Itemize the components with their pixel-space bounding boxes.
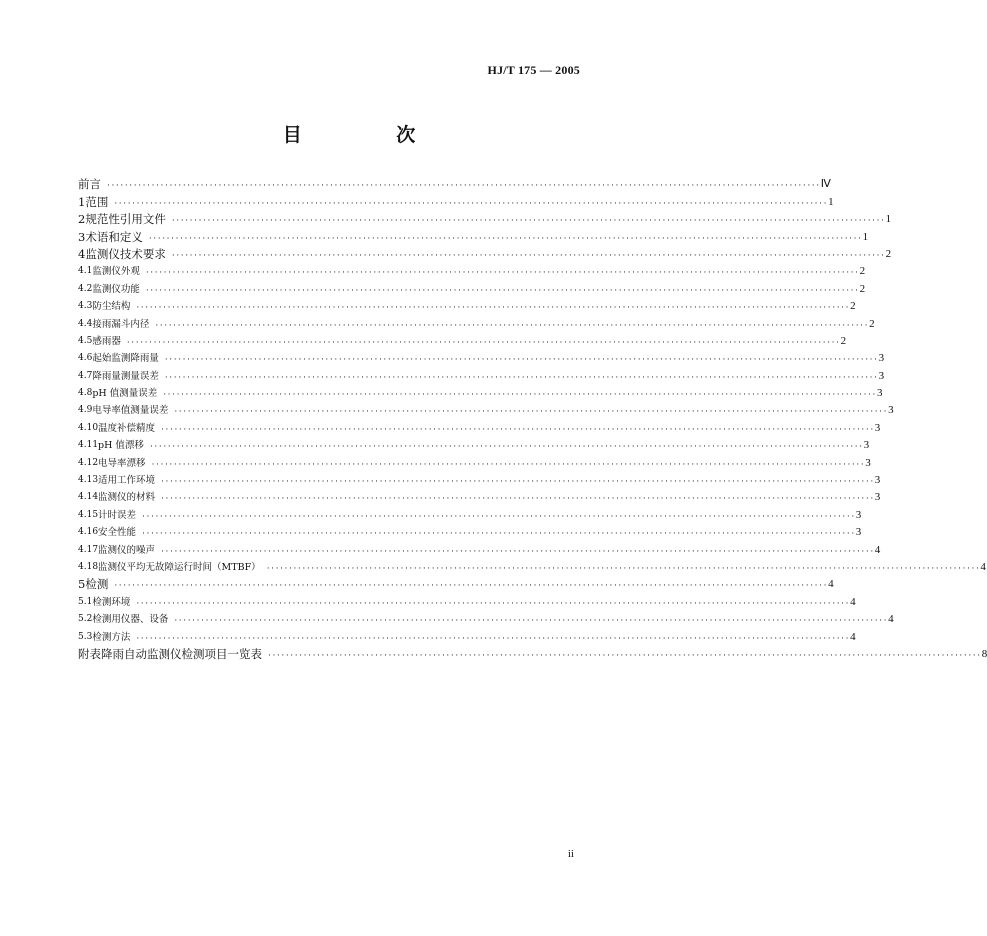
toc-entry[interactable] bbox=[78, 176, 831, 193]
toc-entry-label: 监测仪的材料 bbox=[98, 492, 156, 504]
dot-leader: ································································································································································ bbox=[174, 407, 889, 418]
toc-entry-label: 安全性能 bbox=[98, 527, 137, 539]
toc-entry-number: 4.6 bbox=[78, 353, 93, 364]
toc-entry-number: 4.9 bbox=[78, 405, 93, 416]
toc-entry-number: 3 bbox=[78, 229, 86, 244]
toc-entry[interactable] bbox=[78, 402, 894, 419]
toc-entry-label: 降雨自动监测仪检测项目一览表 bbox=[101, 646, 262, 661]
toc-entry-number: 5.1 bbox=[78, 596, 93, 607]
toc-entry[interactable] bbox=[78, 506, 862, 523]
toc-entry[interactable] bbox=[78, 246, 892, 263]
dot-leader: ································································································································································ bbox=[266, 563, 981, 574]
toc-entry[interactable] bbox=[78, 228, 869, 245]
toc-entry-page: 3 bbox=[855, 508, 862, 521]
toc-entry-number: 5.3 bbox=[78, 631, 93, 642]
toc-entry[interactable] bbox=[78, 628, 856, 645]
toc-entry-label: 监测仪的噪声 bbox=[98, 544, 156, 556]
toc-entry[interactable] bbox=[78, 611, 894, 628]
toc-entry-page: 1 bbox=[885, 213, 892, 226]
toc-entry[interactable] bbox=[78, 472, 881, 489]
toc-entry-page: 1 bbox=[862, 230, 869, 243]
toc-entry-number: 4.3 bbox=[78, 301, 93, 312]
toc-entry[interactable] bbox=[78, 280, 866, 297]
dot-leader: ································································································································································ bbox=[174, 616, 889, 627]
toc-entry[interactable] bbox=[78, 646, 987, 663]
dot-leader: ································································································································································ bbox=[151, 459, 866, 470]
dot-leader: ································································································································································ bbox=[164, 355, 879, 366]
toc-entry-number: 4.14 bbox=[78, 492, 99, 503]
toc-entry-label: 接雨漏斗内径 bbox=[92, 318, 150, 330]
toc-entry-label: 降雨量测量误差 bbox=[92, 370, 159, 382]
toc-entry-page: 4 bbox=[850, 595, 856, 608]
toc-entry[interactable] bbox=[78, 524, 862, 541]
toc-entry-number: 4.1 bbox=[78, 266, 93, 277]
toc-entry-number: 4.17 bbox=[78, 544, 99, 555]
toc-entry[interactable] bbox=[78, 211, 892, 228]
toc-entry-page: 2 bbox=[869, 317, 875, 330]
toc-entry-page: 8 bbox=[981, 647, 987, 660]
toc-entry[interactable] bbox=[78, 385, 883, 402]
dot-leader: ································································································································································ bbox=[171, 216, 886, 227]
dot-leader: ································································································································································ bbox=[114, 581, 829, 592]
dot-leader: ································································································································································ bbox=[155, 320, 870, 331]
toc-entry-label: pH 值测量误差 bbox=[92, 388, 158, 400]
toc-entry-page: 1 bbox=[828, 195, 834, 208]
toc-entry-number: 5.2 bbox=[78, 614, 93, 625]
toc-entry[interactable] bbox=[78, 437, 870, 454]
page-number: ii bbox=[567, 848, 574, 860]
table-of-contents bbox=[78, 176, 987, 663]
toc-entry[interactable] bbox=[78, 333, 847, 350]
toc-entry-page: 4 bbox=[874, 543, 881, 556]
toc-entry-number: 5 bbox=[78, 577, 86, 592]
toc-entry-label: 术语和定义 bbox=[85, 229, 143, 244]
toc-entry-number: 4.11 bbox=[78, 440, 99, 451]
toc-entry-label: 监测仪功能 bbox=[92, 283, 140, 295]
toc-entry-label: 检测方法 bbox=[92, 631, 131, 643]
toc-entry-label: 防尘结构 bbox=[92, 301, 131, 313]
toc-entry-number: 4.16 bbox=[78, 527, 99, 538]
dot-leader: ································································································································································ bbox=[148, 233, 863, 244]
page-title: 目 次 bbox=[282, 124, 460, 146]
toc-entry-page: 3 bbox=[878, 369, 885, 382]
toc-entry-label: 起始监测降雨量 bbox=[92, 353, 159, 365]
toc-entry-label: 适用工作环境 bbox=[98, 475, 156, 487]
toc-entry[interactable] bbox=[78, 263, 866, 280]
toc-entry[interactable] bbox=[78, 367, 885, 384]
toc-entry-label: 监测仪技术要求 bbox=[85, 246, 166, 261]
dot-leader: ································································································································································ bbox=[107, 181, 821, 192]
toc-entry[interactable] bbox=[78, 593, 856, 610]
toc-entry-page: 3 bbox=[874, 491, 881, 504]
toc-entry-label: 计时误差 bbox=[98, 509, 137, 521]
toc-entry-number: 4.4 bbox=[78, 318, 93, 329]
toc-entry[interactable] bbox=[78, 576, 834, 593]
toc-entry[interactable] bbox=[78, 350, 885, 367]
toc-entry-number: 2 bbox=[78, 212, 86, 227]
toc-entry-page: 3 bbox=[876, 387, 883, 400]
toc-entry-number: 4.13 bbox=[78, 475, 99, 486]
toc-entry-label: 监测仪平均无故障运行时间（MTBF） bbox=[98, 561, 261, 573]
toc-entry-page: 4 bbox=[850, 630, 856, 643]
toc-entry-page: 2 bbox=[885, 247, 892, 260]
toc-entry-page: 3 bbox=[874, 421, 881, 434]
toc-entry-label: 电导率漂移 bbox=[98, 457, 146, 469]
dot-leader: ································································································································································ bbox=[161, 546, 875, 557]
toc-entry-number: 4.5 bbox=[78, 335, 93, 346]
document-code: HJ/T 175 — 2005 bbox=[487, 63, 580, 77]
toc-entry-number: 4.12 bbox=[78, 457, 99, 468]
toc-entry-label: 规范性引用文件 bbox=[85, 212, 166, 227]
toc-entry-label: pH 值漂移 bbox=[98, 440, 144, 452]
toc-entry-number: 4.2 bbox=[78, 283, 93, 294]
dot-leader: ································································································································································ bbox=[268, 650, 982, 661]
toc-entry-number: 4.18 bbox=[78, 561, 99, 572]
dot-leader: ································································································································································ bbox=[164, 372, 879, 383]
toc-entry-page: 2 bbox=[859, 282, 866, 295]
toc-entry-page: 3 bbox=[865, 456, 871, 469]
toc-entry-number: 1 bbox=[78, 194, 86, 209]
toc-entry-label: 检测环境 bbox=[92, 596, 131, 608]
toc-entry-number: 4.10 bbox=[78, 422, 99, 433]
toc-entry-label: 前言 bbox=[78, 177, 101, 192]
toc-entry[interactable] bbox=[78, 489, 881, 506]
dot-leader: ································································································································································ bbox=[145, 268, 860, 279]
toc-entry[interactable] bbox=[78, 454, 871, 471]
dot-leader: ································································································································································ bbox=[171, 250, 886, 261]
toc-entry-page: 2 bbox=[840, 334, 847, 347]
toc-entry[interactable] bbox=[78, 541, 881, 558]
toc-entry[interactable] bbox=[78, 193, 834, 210]
toc-entry-number: 4.8 bbox=[78, 388, 93, 399]
toc-entry-number: 4.15 bbox=[78, 509, 99, 520]
toc-entry-label: 感雨器 bbox=[92, 335, 121, 347]
dot-leader: ································································································································································ bbox=[114, 198, 829, 209]
dot-leader: ································································································································································ bbox=[142, 529, 856, 540]
toc-entry-page: 3 bbox=[888, 404, 894, 417]
toc-entry-page: 3 bbox=[863, 439, 870, 452]
toc-entry-page: Ⅳ bbox=[820, 178, 831, 191]
toc-entry-page: 3 bbox=[878, 352, 885, 365]
dot-leader: ································································································································································ bbox=[161, 494, 875, 505]
toc-entry-number: 4 bbox=[78, 246, 86, 261]
toc-entry-label: 温度补偿精度 bbox=[98, 422, 156, 434]
toc-entry[interactable] bbox=[78, 419, 881, 436]
toc-entry-label: 监测仪外观 bbox=[92, 266, 140, 278]
toc-entry-number: 4.7 bbox=[78, 370, 93, 381]
dot-leader: ································································································································································ bbox=[149, 442, 864, 453]
toc-entry-page: 4 bbox=[980, 560, 986, 573]
dot-leader: ································································································································································ bbox=[142, 511, 856, 522]
dot-leader: ································································································································································ bbox=[163, 390, 877, 401]
toc-entry[interactable] bbox=[78, 315, 875, 332]
dot-leader: ································································································································································ bbox=[126, 337, 841, 348]
dot-leader: ································································································································································ bbox=[136, 633, 851, 644]
dot-leader: ································································································································································ bbox=[161, 477, 875, 488]
toc-entry[interactable] bbox=[78, 298, 856, 315]
toc-entry-number: 附表 bbox=[78, 646, 101, 661]
dot-leader: ································································································································································ bbox=[136, 598, 851, 609]
dot-leader: ································································································································································ bbox=[161, 424, 875, 435]
toc-entry-page: 2 bbox=[850, 300, 856, 313]
toc-entry-label: 检测 bbox=[85, 577, 109, 592]
toc-entry-label: 检测用仪器、设备 bbox=[92, 614, 169, 626]
toc-entry-label: 范围 bbox=[85, 194, 109, 209]
toc-entry-label: 电导率值测量误差 bbox=[92, 405, 169, 417]
toc-entry-page: 4 bbox=[828, 578, 834, 591]
dot-leader: ································································································································································ bbox=[145, 285, 860, 296]
toc-entry-page: 3 bbox=[874, 474, 881, 487]
toc-entry[interactable] bbox=[78, 559, 986, 576]
dot-leader: ································································································································································ bbox=[136, 303, 851, 314]
toc-entry-page: 4 bbox=[888, 613, 894, 626]
toc-entry-page: 3 bbox=[855, 526, 862, 539]
toc-entry-page: 2 bbox=[859, 265, 866, 278]
